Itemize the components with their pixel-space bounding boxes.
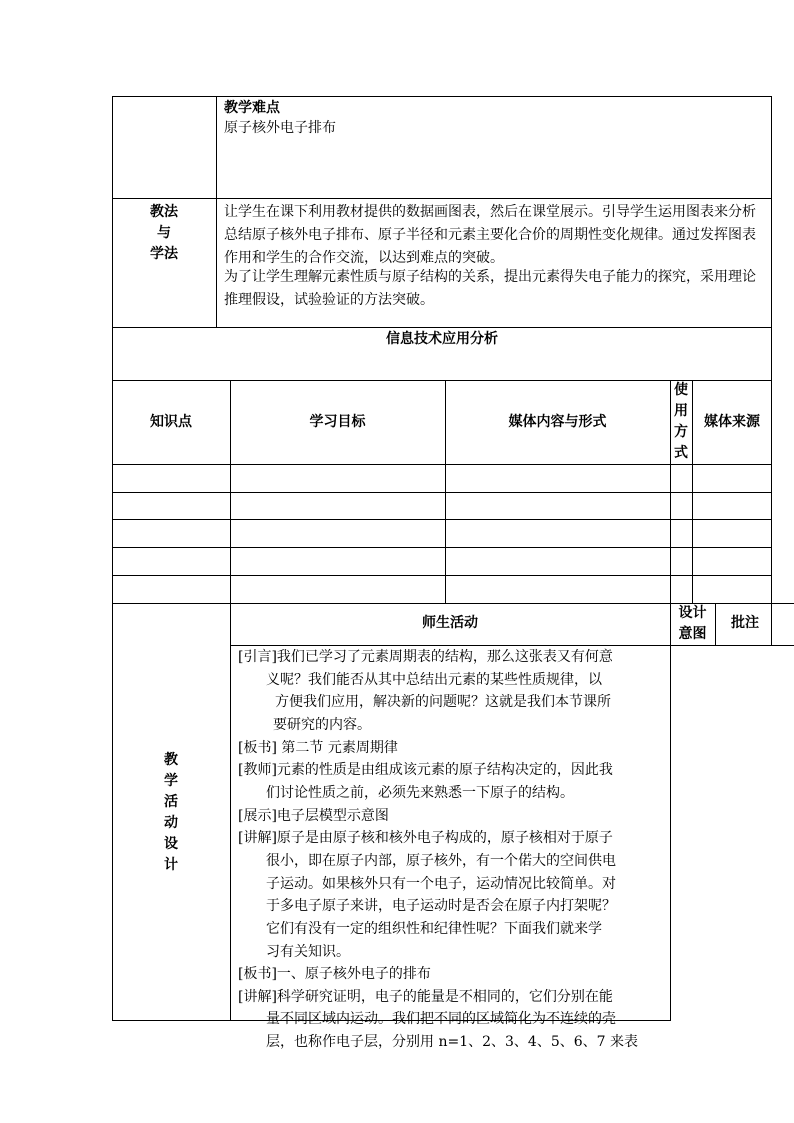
methods-label-line: 学法 (150, 246, 178, 262)
design-intent-line: 设计 (678, 605, 707, 621)
activity-line: [讲解]原子是由原子核和核外电子构成的，原子核相对于原子 (238, 830, 613, 846)
it-column-divider-1 (230, 380, 231, 1021)
methods-label (112, 202, 216, 265)
activity-line: [板书]一、原子核外电子的排布 (238, 966, 431, 982)
header-usage (670, 380, 692, 464)
design-intent-header (670, 603, 715, 645)
label-column-divider (216, 96, 217, 327)
header-usage-char: 用 (674, 403, 688, 419)
methods-paragraph-2: 为了让学生理解元素性质与原子结构的关系，提出元素得失电子能力的探究，采用理论推理假设，试验验证的方法突破。 (224, 269, 756, 308)
difficulty-title: 教学难点 (224, 100, 280, 116)
it-analysis-title: 信息技术应用分析 (386, 331, 498, 347)
header-usage-char: 方 (674, 424, 688, 440)
it-row-divider-3 (112, 519, 772, 520)
activity-line: 习有关知识。 (266, 944, 350, 960)
activities-section-char: 动 (164, 815, 178, 831)
activity-line: 要研究的内容。 (273, 717, 371, 733)
header-usage-char: 式 (674, 445, 688, 461)
it-row-divider-5 (112, 575, 772, 576)
it-row-divider-1 (112, 464, 772, 465)
activity-line: 很小，即在原子内部，原子核外，有一个偌大的空间供电 (266, 853, 616, 869)
activities-section-char: 学 (164, 773, 178, 789)
table-border-top (112, 96, 772, 97)
it-row-divider-2 (112, 492, 772, 493)
activities-section-char: 设 (164, 836, 178, 852)
activity-line: [引言]我们已学习了元素周期表的结构，那么这张表又有何意 (238, 649, 613, 665)
methods-paragraph-1: 让学生在课下利用教材提供的数据画图表，然后在课堂展示。引导学生运用图表来分析总结原子核外电子排布、原子半径和元素主要化合价的周期性变化规律。通过发挥图表作用和学生的合作交流，以达到难点的突破。 (224, 204, 756, 266)
design-intent-line: 意图 (678, 626, 707, 642)
notes-header: 批注 (731, 615, 759, 631)
header-usage-char: 使 (674, 382, 688, 398)
header-source: 媒体来源 (704, 414, 760, 430)
header-knowledge: 知识点 (150, 414, 192, 430)
activities-section-char: 教 (164, 752, 178, 768)
header-goal: 学习目标 (309, 414, 366, 430)
difficulty-content: 原子核外电子排布 (224, 120, 336, 136)
activities-section-char: 活 (164, 794, 178, 810)
activity-line: 们讨论性质之前，必须先来熟悉一下原子的结构。 (266, 785, 574, 801)
activity-line: 义呢？我们能否从其中总结出元素的某些性质规律，以 (266, 672, 602, 688)
activity-line: 方便我们应用，解决新的问题呢？这就是我们本节课所 (275, 694, 611, 710)
activity-line: 它们有没有一定的组织性和纪律性呢？下面我们就来学 (266, 921, 602, 937)
activities-section-label (112, 750, 230, 876)
it-row-divider-4 (112, 547, 772, 548)
activity-line: [讲解]科学研究证明，电子的能量是不相同的，它们分别在能 (238, 989, 613, 1005)
methods-label-line: 与 (157, 225, 171, 241)
activity-header: 师生活动 (422, 615, 478, 631)
activity-line: 层，也称作电子层，分别用 n=1、2、3、4、5、6、7 来表 (266, 1034, 638, 1050)
activity-line: 子运动。如果核外只有一个电子，运动情况比较简单。对 (266, 876, 616, 892)
activities-section-char: 计 (164, 857, 178, 873)
table-border-right (771, 96, 772, 645)
activity-line: 于多电子原子来讲，电子运动时是否会在原子内打架呢？ (266, 898, 616, 914)
header-media: 媒体内容与形式 (508, 414, 607, 430)
activity-line: 量不同区域内运动。我们把不同的区域简化为不连续的壳 (266, 1011, 616, 1027)
it-column-divider-3 (670, 380, 671, 1021)
methods-label-line: 教法 (150, 204, 178, 220)
row-divider-difficulty (112, 198, 772, 199)
activity-line: [教师]元素的性质是由组成该元素的原子结构决定的，因此我 (238, 762, 613, 778)
activity-line: [展示]电子层模型示意图 (238, 808, 389, 824)
activity-line: [板书] 第二节 元素周期律 (238, 740, 398, 756)
